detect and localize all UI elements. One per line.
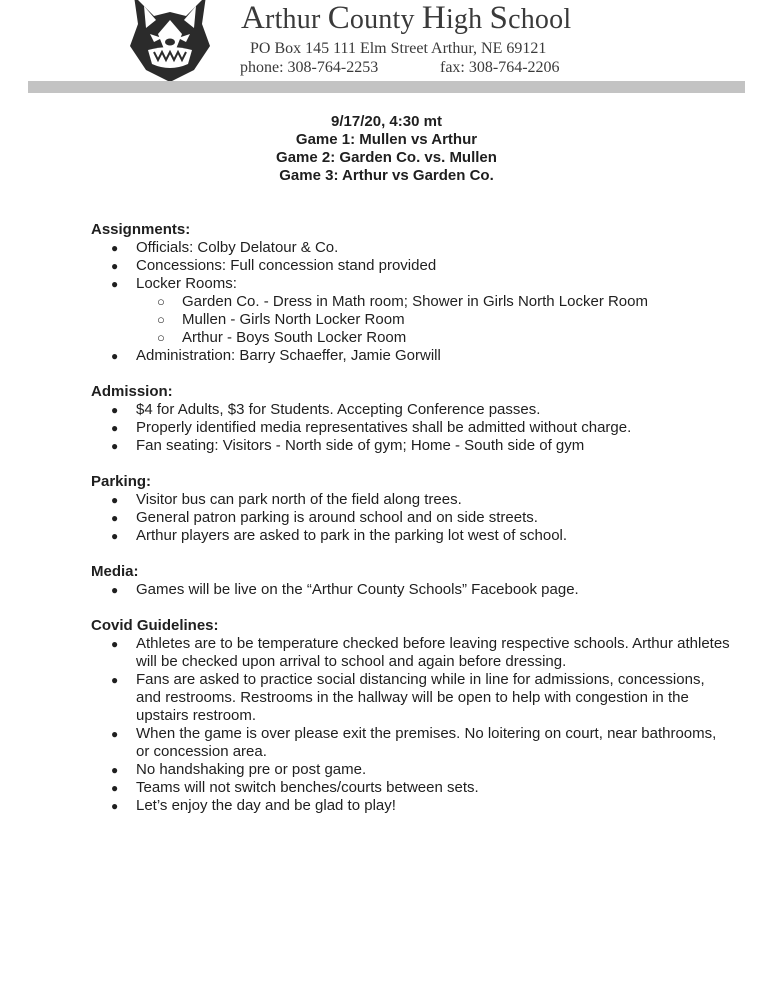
admission-section: [91, 383, 731, 455]
list-item: ● Teams will not switch benches/courts between sets.: [91, 779, 731, 797]
list-item: ● No handshaking pre or post game.: [91, 761, 731, 779]
section-heading: Admission:: [91, 383, 173, 400]
sub-list-item: ○ Arthur - Boys South Locker Room: [91, 329, 731, 347]
list-item: ● Fans are asked to practice social distancing while in line for admissions, concessions, and restrooms. Restrooms in the hallway will be open to help with congestion in the upstairs restroom.: [91, 671, 731, 725]
header-rule: [28, 81, 745, 93]
list-item: ● General patron parking is around school and on side streets.: [91, 509, 731, 527]
list-item: ● Properly identified media representatives shall be admitted without charge.: [91, 419, 731, 437]
covid-list: [91, 635, 731, 815]
event-summary: [0, 113, 773, 185]
media-section: [91, 563, 731, 599]
section-heading: Media:: [91, 563, 139, 580]
list-item: ● Visitor bus can park north of the field along trees.: [91, 491, 731, 509]
game-1: Game 1: Mullen vs Arthur: [295, 131, 478, 148]
list-item: ● Fan seating: Visitors - North side of gym; Home - South side of gym: [91, 437, 731, 455]
school-phone: phone: 308-764-2253: [240, 59, 379, 76]
sub-list-item: ○ Garden Co. - Dress in Math room; Shower in Girls North Locker Room: [91, 293, 731, 311]
section-heading: Covid Guidelines:: [91, 617, 219, 634]
locker-rooms-list: [136, 293, 731, 347]
school-name: Arthur County High School: [241, 0, 572, 36]
list-item: ● Officials: Colby Delatour & Co.: [91, 239, 731, 257]
sub-list-item: ○ Mullen - Girls North Locker Room: [91, 311, 731, 329]
list-item: ● Administration: Barry Schaeffer, Jamie Gorwill: [91, 347, 731, 365]
covid-section: [91, 617, 731, 815]
list-item: ● Games will be live on the “Arthur County Schools” Facebook page.: [91, 581, 731, 599]
section-heading: Assignments:: [91, 221, 191, 238]
media-list: [91, 581, 731, 599]
document-body: [91, 221, 731, 833]
list-item: ● Arthur players are asked to park in the parking lot west of school.: [91, 527, 731, 545]
parking-section: [91, 473, 731, 545]
assignments-list: [91, 239, 731, 365]
list-item: ● Concessions: Full concession stand provided: [91, 257, 731, 275]
letterhead: [0, 0, 773, 96]
admission-list: [91, 401, 731, 455]
event-datetime: 9/17/20, 4:30 mt: [331, 113, 442, 130]
list-item: ● Let’s enjoy the day and be glad to play!: [91, 797, 731, 815]
section-heading: Parking:: [91, 473, 152, 490]
list-item: ● Athletes are to be temperature checked before leaving respective schools. Arthur athletes will be checked upon arrival to school and again before dressing.: [91, 635, 731, 671]
school-fax: fax: 308-764-2206: [440, 59, 560, 76]
parking-list: [91, 491, 731, 545]
game-3: Game 3: Arthur vs Garden Co.: [279, 167, 494, 184]
list-item: ● $4 for Adults, $3 for Students. Accepting Conference passes.: [91, 401, 731, 419]
locker-rooms-label: Locker Rooms:: [136, 275, 237, 292]
wolf-logo-icon: [124, 0, 216, 84]
game-2: Game 2: Garden Co. vs. Mullen: [276, 149, 497, 166]
list-item: ● When the game is over please exit the premises. No loitering on court, near bathrooms, or concession area.: [91, 725, 731, 761]
assignments-section: [91, 221, 731, 365]
school-address: PO Box 145 111 Elm Street Arthur, NE 69121: [250, 40, 547, 57]
list-item: [91, 275, 731, 347]
